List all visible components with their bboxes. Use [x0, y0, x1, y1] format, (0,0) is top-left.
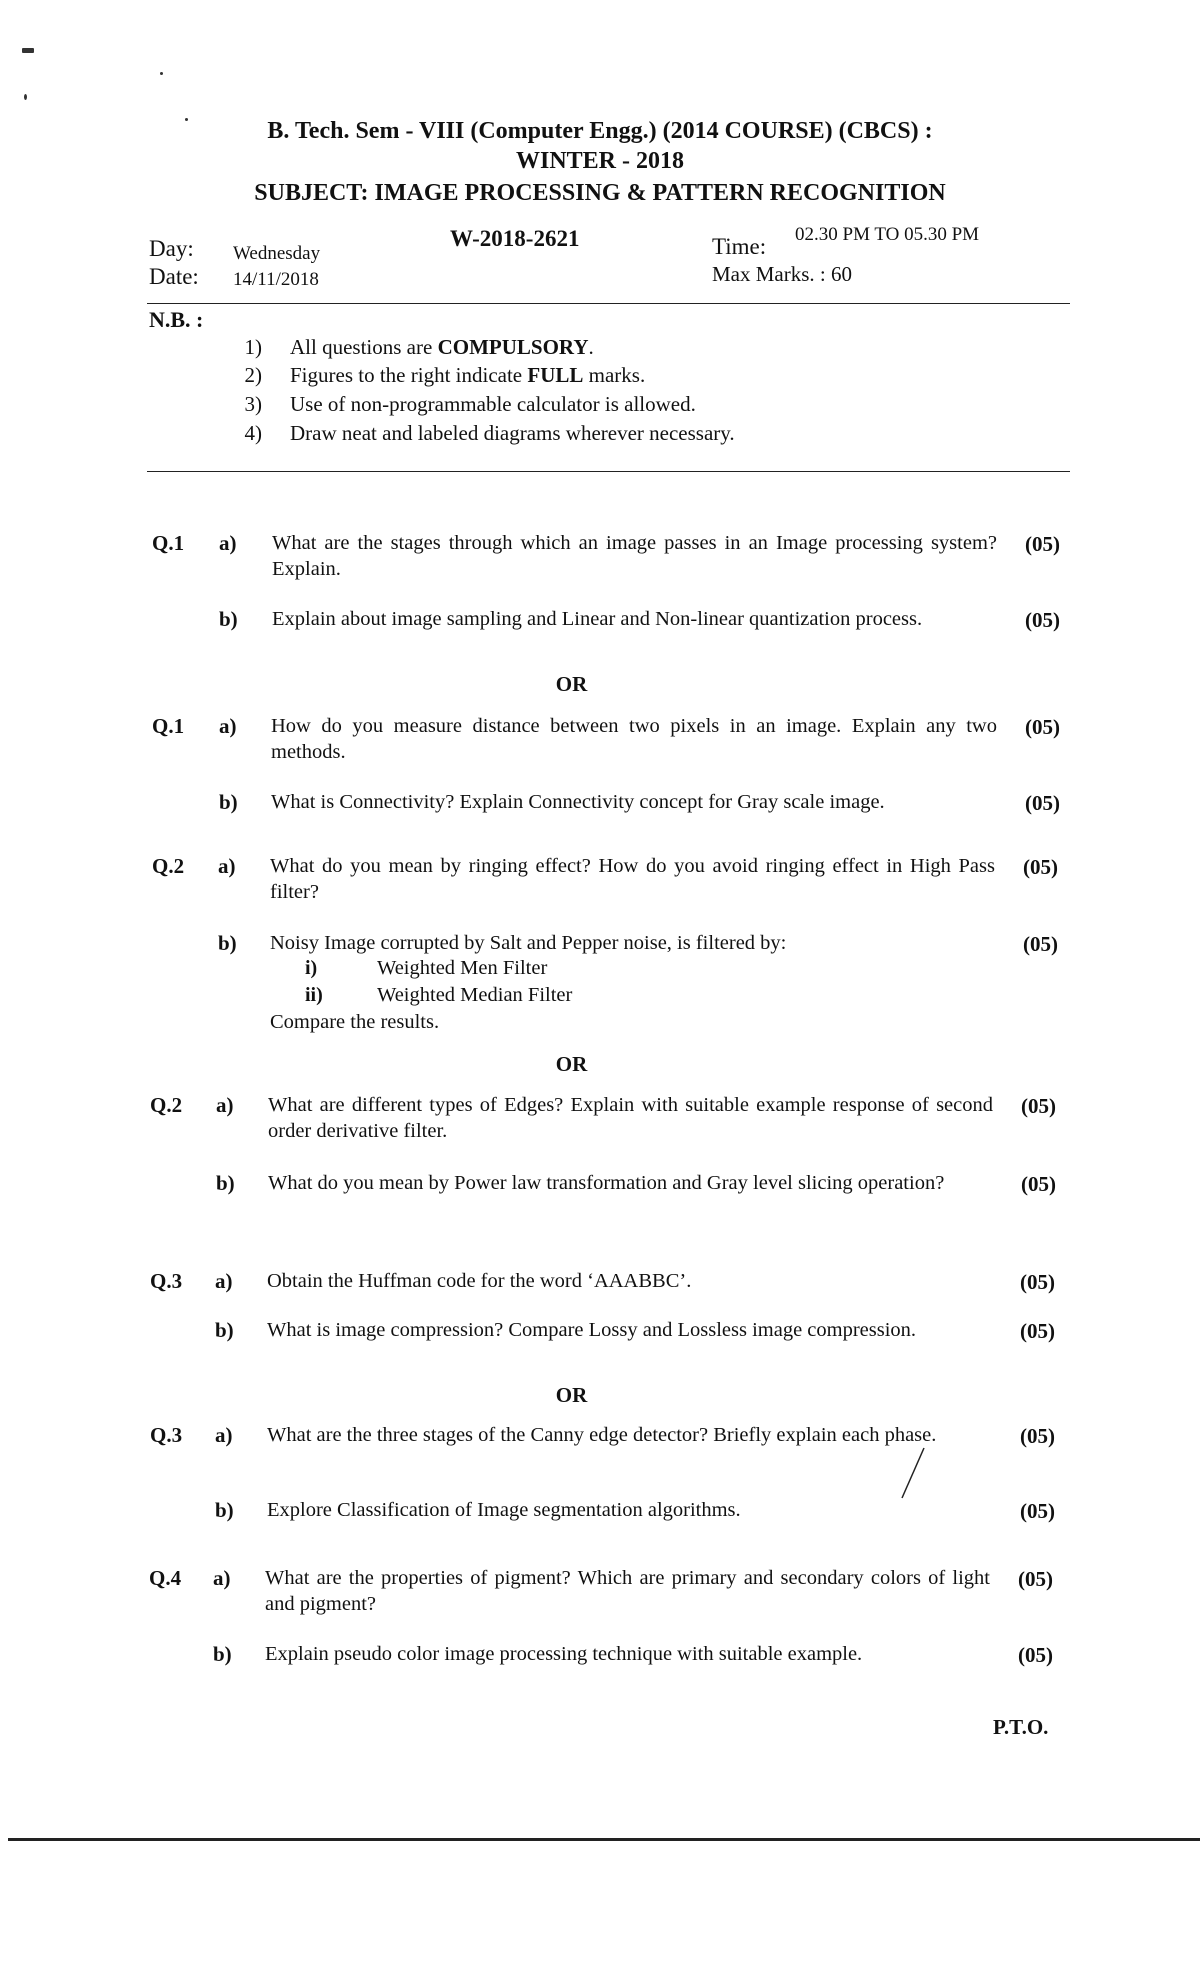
paper-code: W-2018-2621 [450, 226, 580, 251]
question-text: What is Connectivity? Explain Connectivity concept for Gray scale image. [271, 791, 885, 813]
time-value: 02.30 PM TO 05.30 PM [795, 224, 980, 245]
pen-mark [898, 1446, 928, 1502]
question-followup: Compare the results. [270, 1011, 440, 1033]
instructions-divider [147, 471, 1070, 472]
instruction-text-part: All questions are [290, 335, 438, 359]
question-marks: (05) [1020, 1424, 1055, 1448]
question-part: b) [218, 931, 237, 955]
question-number: Q.1 [152, 714, 185, 738]
instruction-number: 1) [244, 335, 262, 359]
instruction-number: 3) [244, 392, 262, 416]
question-marks: (05) [1025, 715, 1060, 739]
question-number: Q.1 [152, 531, 185, 555]
question-text: Explore Classification of Image segmentation algorithms. [267, 1499, 741, 1521]
question-number: Q.3 [150, 1269, 183, 1293]
nb-label: N.B. : [149, 307, 204, 332]
question-text: What do you mean by ringing effect? How do you avoid ringing effect in High Pass filter? [270, 855, 995, 903]
date-value: 14/11/2018 [233, 269, 319, 290]
question-part: b) [215, 1498, 234, 1522]
instruction-emphasis: FULL [527, 363, 584, 387]
time-label: Time: [712, 234, 767, 259]
instruction-emphasis: COMPULSORY [437, 335, 589, 359]
instruction-text [290, 421, 735, 446]
question-marks: (05) [1025, 608, 1060, 632]
scan-mark [160, 72, 163, 75]
question-text: Noisy Image corrupted by Salt and Pepper noise, is filtered by: [270, 932, 787, 954]
question-marks: (05) [1023, 855, 1058, 879]
day-value: Wednesday [233, 243, 321, 264]
instruction-number: 4) [244, 421, 262, 445]
sub-option-label: i) [305, 957, 318, 979]
question-marks: (05) [1025, 791, 1060, 815]
sub-option-text: Weighted Men Filter [377, 957, 548, 979]
question-part: b) [219, 607, 238, 631]
question-text: Obtain the Huffman code for the word ‘AAABBC’. [267, 1270, 692, 1292]
question-text: What are the properties of pigment? Which are primary and secondary colors of light and pigment? [265, 1567, 990, 1615]
question-marks: (05) [1021, 1094, 1056, 1118]
question-marks: (05) [1020, 1270, 1055, 1294]
question-part: a) [216, 1093, 234, 1117]
question-part: a) [218, 854, 236, 878]
question-text: Explain about image sampling and Linear and Non-linear quantization process. [272, 608, 923, 630]
instruction-text-part: Draw neat and labeled diagrams wherever necessary. [290, 421, 735, 445]
question-marks: (05) [1018, 1643, 1053, 1667]
or-separator: OR [555, 672, 588, 696]
question-part: a) [215, 1423, 233, 1447]
question-text: What are different types of Edges? Explain with suitable example response of second order derivative filter. [268, 1094, 993, 1142]
exam-title: B. Tech. Sem - VIII (Computer Engg.) (2014 COURSE) (CBCS) : [267, 118, 933, 144]
scan-mark [24, 94, 27, 100]
instruction-text-part: marks. [583, 363, 646, 387]
question-number: Q.4 [149, 1566, 182, 1590]
date-label: Date: [149, 264, 199, 289]
pto-label: P.T.O. [993, 1715, 1049, 1739]
instruction-text [290, 392, 696, 417]
sub-option-text: Weighted Median Filter [377, 984, 573, 1006]
or-separator: OR [555, 1383, 588, 1407]
instruction-text [290, 363, 645, 388]
question-marks: (05) [1018, 1567, 1053, 1591]
question-marks: (05) [1023, 932, 1058, 956]
question-marks: (05) [1020, 1319, 1055, 1343]
question-text: What is image compression? Compare Lossy and Lossless image compression. [267, 1319, 917, 1341]
instruction-text [290, 335, 594, 360]
question-number: Q.3 [150, 1423, 183, 1447]
sub-option-label: ii) [305, 984, 323, 1006]
instruction-number: 2) [244, 363, 262, 387]
footer-rule [8, 1838, 1200, 1841]
question-text: What do you mean by Power law transformation and Gray level slicing operation? [268, 1172, 945, 1194]
question-part: b) [219, 790, 238, 814]
question-text: How do you measure distance between two pixels in an image. Explain any two methods. [271, 715, 997, 763]
day-label: Day: [149, 236, 194, 261]
instruction-text-part: Use of non-programmable calculator is allowed. [290, 392, 696, 416]
or-separator: OR [555, 1052, 588, 1076]
question-part: a) [219, 714, 237, 738]
exam-session: WINTER - 2018 [515, 148, 684, 174]
header-divider [147, 303, 1070, 304]
question-marks: (05) [1025, 532, 1060, 556]
question-part: a) [219, 531, 237, 555]
max-marks: Max Marks. : 60 [712, 262, 852, 286]
question-text: What are the stages through which an image passes in an Image processing system? Explain. [272, 532, 997, 580]
scan-mark [22, 48, 34, 53]
question-text: Explain pseudo color image processing technique with suitable example. [265, 1643, 863, 1665]
question-marks: (05) [1021, 1172, 1056, 1196]
question-marks: (05) [1020, 1499, 1055, 1523]
instruction-text-part: . [588, 335, 594, 359]
question-number: Q.2 [150, 1093, 183, 1117]
question-text: What are the three stages of the Canny edge detector? Briefly explain each phase. [267, 1424, 937, 1446]
question-part: b) [216, 1171, 235, 1195]
question-part: a) [213, 1566, 231, 1590]
question-part: a) [215, 1269, 233, 1293]
question-part: b) [215, 1318, 234, 1342]
question-number: Q.2 [152, 854, 185, 878]
exam-subject: SUBJECT: IMAGE PROCESSING & PATTERN RECOGNITION [254, 180, 946, 206]
question-part: b) [213, 1642, 232, 1666]
instruction-text-part: Figures to the right indicate [290, 363, 528, 387]
